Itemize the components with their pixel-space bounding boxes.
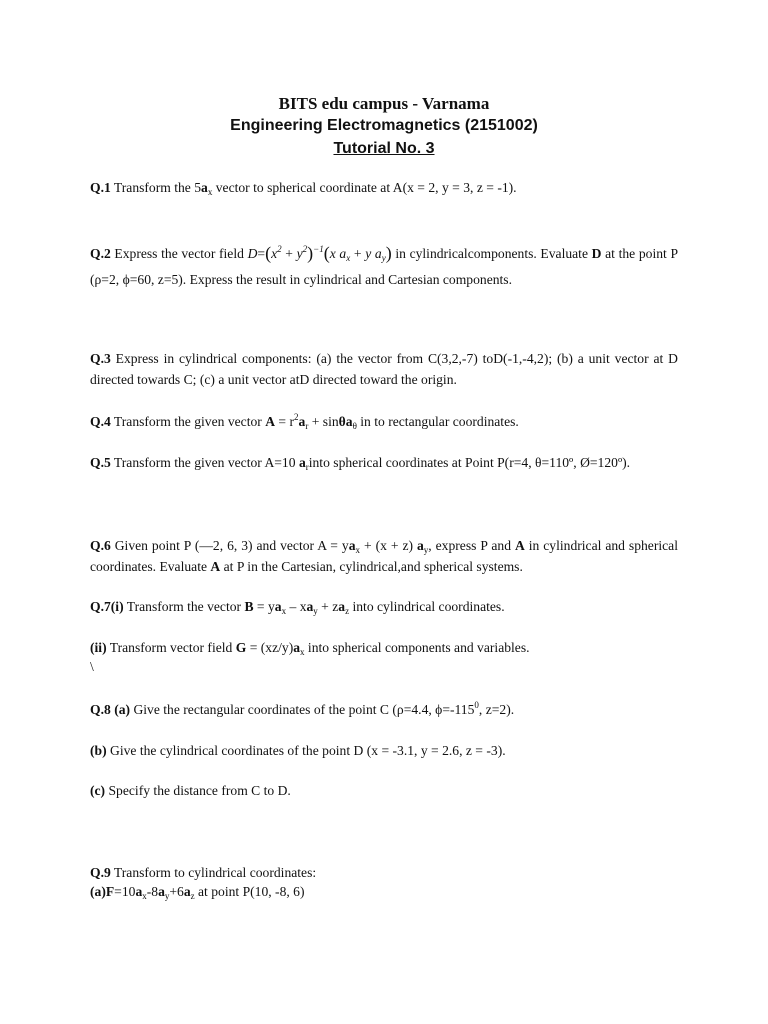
question-8-part-b: (b) Give the cylindrical coordinates of the point D (x = -3.1, y = 2.6, z = -3). [90, 743, 506, 758]
question-9: Q.9 Transform to cylindrical coordinates: $(a)F=10a_x-8a_y+6a_z$ at point P(10, -8, 6) [90, 865, 317, 901]
question-7-part-ii: (ii) Transform vector field $G = (xz/y)a_x$ into spherical components and variables. \ [90, 640, 530, 674]
stray-backslash: \ [90, 659, 94, 674]
tutorial-title [0, 140, 768, 158]
question-4: Q.4 Transform the given vector $A = r^2a_r + \sin\theta a_\theta$ in to rectangular coordinates. [90, 412, 519, 431]
question-7-part-i: Q.7(i) Transform the vector $B = ya_x - xa_y + za_z$ into cylindrical coordinates. [90, 599, 505, 616]
question-1: Q.1 Transform the $5a_x$ vector to spherical coordinate at A(x = 2, y = 3, z = -1). [90, 180, 517, 197]
question-8-part-a: Q.8 (a) Give the rectangular coordinates of the point C (ρ=4.4, $\phi=-115^0$, z=2). [90, 700, 515, 717]
course-title: Engineering Electromagnetics (2151002) [230, 117, 538, 134]
institution-title: BITS edu campus - Varnama [278, 94, 490, 113]
question-3: Q.3 Express in cylindrical components: (a) the vector from C(3,2,-7) toD(-1,-4,2); (b) a unit vector at D directed towards C; (c) a unit vector atD directed toward the origin. [90, 351, 678, 387]
question-2: Q.2 Express the vector field $D=(x^2 + y^2)^{-1}(x$ $a_x + y$ $a_y$) in cylindricalcomponents. Evaluate D at the point P (ρ=2, ϕ=60, z=5). Express the result in cylindrical and Cartesian components. [90, 243, 679, 287]
question-5: Q.5 Transform the given vector A=10 $a_rinto$ spherical coordinates at Point P(r=4, θ=110º, Ø=120º). [90, 455, 631, 472]
tutorial-number: Tutorial No. 3 [333, 140, 435, 157]
vector-field-equation: $D=(x^2 + y^2)^{-1}(x$ $a_x + y$ $a_y$) [247, 243, 392, 263]
question-8-part-c: (c) Specify the distance from C to D. [90, 783, 291, 798]
question-6: Q.6 Given point P (—2, 6, 3) and vector $A = ya_x + (x + z)$ $a_y$, express P and A in cylindrical and spherical coordinates. Evaluate A at P in the Cartesian, cylindrical,and spherical systems. [90, 538, 678, 574]
